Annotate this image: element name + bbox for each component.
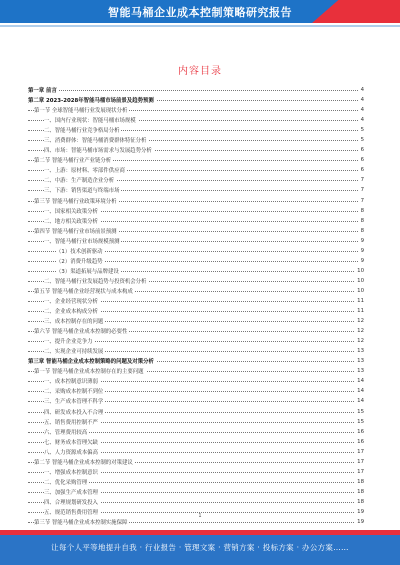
footer-slogan: 让每个人平等地提升自我 · 行业报告 · 管理文案 · 营销方案 · 投标方案 · 办公方案……: [51, 543, 349, 552]
toc-entry-title: 第四节 智能马桶行业市场前景预测: [34, 228, 117, 235]
toc-entry[interactable]: [28, 427, 364, 437]
toc-entry[interactable]: [28, 437, 364, 447]
toc-entry-title: 一、增强成本控制意识: [44, 469, 98, 476]
toc-entry[interactable]: [28, 467, 364, 477]
toc-entry[interactable]: [28, 95, 364, 105]
toc-entry-page: 18: [357, 478, 364, 485]
toc-entry[interactable]: [28, 145, 364, 155]
toc-entry[interactable]: [28, 376, 364, 386]
toc-entry[interactable]: [28, 346, 364, 356]
toc-entry-page: 17: [357, 458, 364, 465]
toc-entry[interactable]: [28, 497, 364, 507]
toc-entry-title: 第一节 全球智能马桶行业发展现状分析: [34, 108, 128, 115]
toc-entry-title: 一、国内行业现状：智能马桶市场规模: [44, 118, 136, 125]
toc-entry-page: 14: [357, 388, 364, 395]
toc-entry-page: 4: [360, 107, 364, 114]
toc-entry-title: 三、下游：销售渠道与终端市场: [44, 188, 120, 195]
toc-entry-page: 6: [360, 157, 364, 164]
toc-entry[interactable]: [28, 316, 364, 326]
toc-entry-page: 13: [357, 368, 364, 375]
toc-entry-page: 7: [360, 187, 364, 194]
toc-entry[interactable]: [28, 326, 364, 336]
toc-heading: 内容目录: [178, 66, 222, 77]
toc-entry-title: 三、成本控制存在的问题: [44, 319, 104, 326]
toc-entry[interactable]: [28, 256, 364, 266]
toc-entry-title: 二、地方相关政策分析: [44, 218, 98, 225]
toc-entry-title: 四、市场：智能马桶市场需求与发展趋势分析: [44, 148, 152, 155]
toc-entry[interactable]: [28, 386, 364, 396]
toc-entry-page: 6: [360, 167, 364, 174]
toc-entry-page: 12: [357, 338, 364, 345]
toc-entry[interactable]: [28, 457, 364, 467]
toc-entry-page: 11: [357, 308, 364, 315]
toc-entry[interactable]: [28, 477, 364, 487]
toc-entry-page: 8: [360, 207, 364, 214]
toc-entry-title: 八、人力资源成本偏高: [44, 449, 98, 456]
toc-entry-title: 第五节 智能马桶企业经营现状与成本构成: [34, 288, 133, 295]
toc-entry[interactable]: [28, 135, 364, 145]
toc-entry-title: 第六节 智能马桶企业成本控制的必要性: [34, 329, 128, 336]
toc-entry[interactable]: [28, 85, 364, 95]
toc-entry[interactable]: [28, 356, 364, 366]
toc-entry-title: 第二节 智能马桶行业产业链分析: [34, 158, 112, 165]
document-title: 智能马桶企业成本控制策略研究报告: [108, 6, 292, 19]
toc-entry-title: 五、销售费用控制不严: [44, 419, 98, 426]
toc-entry-title: 第三章 智能马桶企业成本控制策略的问题及对策分析: [28, 359, 154, 366]
toc-entry-page: 12: [357, 318, 364, 325]
toc-entry-title: 二、采购成本控制不到位: [44, 389, 104, 396]
toc-entry-page: 10: [357, 287, 364, 294]
toc-entry-title: 第三节 智能马桶企业成本控制实施保障: [34, 520, 128, 527]
toc-entry-page: 7: [360, 197, 364, 204]
toc-entry-page: 12: [357, 328, 364, 335]
toc-entry-page: 15: [357, 418, 364, 425]
toc-entry[interactable]: [28, 487, 364, 497]
toc-entry-page: 4: [360, 117, 364, 124]
toc-entry-page: 7: [360, 177, 364, 184]
page-number: 1: [198, 513, 202, 519]
toc-entry-page: 8: [360, 217, 364, 224]
toc-entry[interactable]: [28, 266, 364, 276]
toc-entry-title: 三、消费群体：智能马桶消费群体特征分析: [44, 138, 147, 145]
toc-entry[interactable]: [28, 306, 364, 316]
toc-entry[interactable]: [28, 246, 364, 256]
toc-entry-title: 二、企业成本构成分析: [44, 309, 98, 316]
toc-entry[interactable]: [28, 216, 364, 226]
toc-entry-title: 二、智能马桶行业发展趋势与投资机会分析: [44, 278, 147, 285]
toc-entry[interactable]: [28, 366, 364, 376]
toc-leader-dots: [28, 90, 364, 91]
header-divider: [0, 25, 400, 27]
toc-entry-title: 六、管理费用较高: [44, 429, 88, 436]
toc-entry-page: 18: [357, 488, 364, 495]
toc-entry-title: 一、提升企业竞争力: [44, 339, 93, 346]
toc-entry-page: 4: [360, 87, 364, 94]
toc-entry-page: 8: [360, 227, 364, 234]
toc-entry[interactable]: [28, 396, 364, 406]
toc-entry-page: 17: [357, 468, 364, 475]
toc-entry-title: 二、实现企业可持续发展: [44, 349, 104, 356]
toc-entry-title: 二、优化采购管理: [44, 479, 88, 486]
toc-entry-page: 10: [357, 267, 364, 274]
toc-entry[interactable]: [28, 196, 364, 206]
toc-entry-title: （1）技术创新驱动: [56, 248, 103, 255]
toc-entry[interactable]: [28, 447, 364, 457]
toc-entry[interactable]: [28, 336, 364, 346]
toc-entry[interactable]: [28, 155, 364, 165]
toc-entry-title: 一、智能马桶行业市场规模预测: [44, 238, 120, 245]
toc-entry-title: 第三节 智能马桶行业政策环境分析: [34, 198, 117, 205]
toc-entry[interactable]: [28, 296, 364, 306]
toc-entry[interactable]: [28, 206, 364, 216]
toc-entry[interactable]: [28, 417, 364, 427]
toc-entry-title: 二、中游：生产制造企业分析: [44, 178, 115, 185]
toc-entry-title: 一、上游：原材料、零部件供应商: [44, 168, 125, 175]
toc-entry-title: 二、智能马桶行业竞争格局分析: [44, 128, 120, 135]
toc-entry-title: 第二节 智能马桶企业成本控制的对策建议: [34, 459, 133, 466]
toc-entry-page: 14: [357, 398, 364, 405]
toc-entry-page: 10: [357, 277, 364, 284]
header-banner: [0, 0, 400, 34]
toc-entry-title: 七、财务成本管理欠缺: [44, 439, 98, 446]
toc-entry-page: 15: [357, 408, 364, 415]
table-of-contents: [28, 85, 364, 527]
toc-entry[interactable]: [28, 226, 364, 236]
toc-entry-page: 19: [357, 508, 364, 515]
toc-entry-page: 13: [357, 348, 364, 355]
toc-entry-page: 11: [357, 298, 364, 304]
toc-entry-title: 一、企业经营现状分析: [44, 299, 98, 305]
toc-entry-page: 9: [360, 247, 364, 254]
toc-entry-page: 9: [360, 237, 364, 244]
toc-entry-title: 一、成本控制意识薄弱: [44, 379, 98, 386]
toc-entry[interactable]: [28, 115, 364, 125]
toc-entry[interactable]: [28, 286, 364, 296]
toc-entry-page: 9: [360, 257, 364, 264]
toc-entry[interactable]: [28, 105, 364, 115]
toc-entry[interactable]: [28, 236, 364, 246]
toc-entry-page: 17: [357, 448, 364, 455]
toc-entry-page: 13: [357, 358, 364, 365]
toc-entry-title: 第一节 智能马桶企业成本控制存在的主要问题: [34, 369, 144, 376]
toc-entry-title: 第二章 2023-2028年智能马桶市场前景及趋势预测: [28, 98, 154, 105]
toc-entry[interactable]: [28, 125, 364, 135]
toc-entry-page: 6: [360, 147, 364, 154]
toc-entry[interactable]: [28, 407, 364, 417]
toc-entry-title: 一、国家相关政策分析: [44, 208, 98, 215]
toc-entry-title: （3）渠道拓展与品牌建设: [56, 268, 119, 275]
toc-entry[interactable]: [28, 165, 364, 175]
toc-entry-title: 三、加强生产成本管理: [44, 489, 98, 496]
toc-entry-page: 16: [357, 438, 364, 445]
toc-entry-title: 三、生产成本管理不科学: [44, 399, 104, 406]
toc-entry-page: 19: [357, 519, 364, 526]
toc-entry-title: 五、规范销售费用管理: [44, 509, 98, 516]
toc-entry-page: 5: [360, 137, 364, 144]
footer-red-stripe: [0, 530, 400, 535]
toc-entry-page: 14: [357, 378, 364, 385]
toc-entry-page: 18: [357, 498, 364, 505]
toc-entry[interactable]: [28, 175, 364, 185]
toc-entry-page: 4: [360, 97, 364, 104]
toc-entry[interactable]: [28, 185, 364, 195]
toc-entry-title: （2）消费升级趋势: [56, 258, 103, 265]
toc-entry-title: 四、研发成本投入不合理: [44, 409, 104, 416]
toc-entry-title: 第一章 前言: [28, 88, 57, 95]
toc-entry-page: 16: [357, 428, 364, 435]
toc-entry-title: 四、合理规划研发投入: [44, 499, 98, 506]
toc-entry-page: 5: [360, 127, 364, 134]
toc-entry[interactable]: [28, 276, 364, 286]
